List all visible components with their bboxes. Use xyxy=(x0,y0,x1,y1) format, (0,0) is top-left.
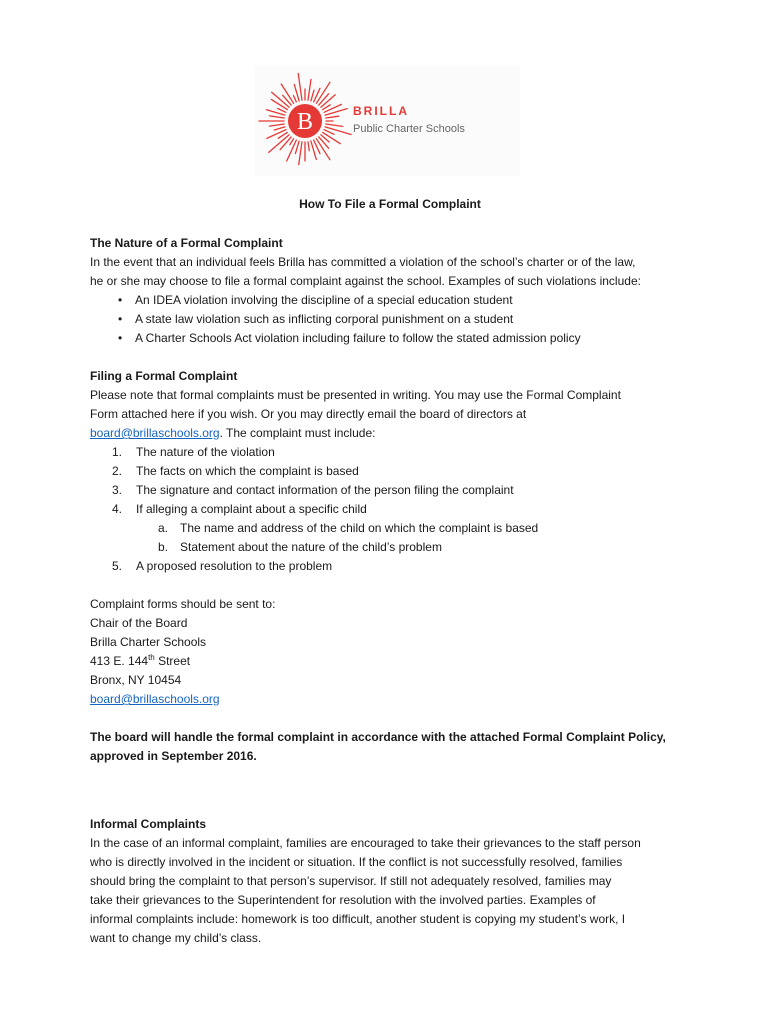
street-ordinal: th xyxy=(148,653,155,662)
sunburst-emblem-icon xyxy=(255,66,355,176)
page-title: How To File a Formal Complaint xyxy=(299,197,481,211)
sunburst-ray xyxy=(298,74,302,101)
sunburst-ray xyxy=(274,127,285,130)
bullet-icon: • xyxy=(118,293,123,307)
sunburst-ray xyxy=(278,109,286,113)
informal-line: want to change my child’s class. xyxy=(90,931,262,945)
spacer xyxy=(90,576,690,595)
document-body xyxy=(90,195,690,948)
list-item xyxy=(120,329,690,348)
list-letter: a. xyxy=(158,521,169,535)
list-item xyxy=(120,291,690,310)
list-number: 3. xyxy=(112,483,123,497)
sunburst-ray xyxy=(295,141,299,154)
street-number: 413 E. 144 xyxy=(90,654,149,668)
list-item-text: A state law violation such as inflicting corporal punishment on a student xyxy=(135,312,514,326)
sunburst-ray xyxy=(325,109,347,116)
informal-line: In the case of an informal complaint, families are encouraged to take their grievances to the staff person xyxy=(90,836,641,850)
list-item xyxy=(120,310,690,329)
address-city: Bronx, NY 10454 xyxy=(90,673,182,687)
logo-subtitle: Public Charter Schools xyxy=(353,123,465,135)
sunburst-ray xyxy=(311,90,314,101)
policy-line-1: The board will handle the formal complaint in accordance with the attached Formal Complaint Policy, xyxy=(90,730,666,744)
address-intro: Complaint forms should be sent to: xyxy=(90,597,276,611)
filing-line-1: Please note that formal complaints must be presented in writing. You may use the Formal Complaint xyxy=(90,388,621,402)
list-item-text: The signature and contact information of the person filing the complaint xyxy=(136,483,514,497)
logo-letter: B xyxy=(296,109,314,135)
sunburst-ray xyxy=(269,116,284,118)
address-street xyxy=(90,652,690,671)
sunburst-ray xyxy=(308,142,309,151)
filing-line-3-text: . The complaint must include: xyxy=(219,426,376,440)
address-chair: Chair of the Board xyxy=(90,616,188,630)
list-number: 2. xyxy=(112,464,123,478)
list-item-text: The nature of the violation xyxy=(136,445,275,459)
informal-line: should bring the complaint to that person’s supervisor. If still not adequately resolved, families may xyxy=(90,874,612,888)
sunburst-ray xyxy=(293,96,296,102)
bullet-icon: • xyxy=(118,331,123,345)
list-item xyxy=(112,443,690,462)
board-email-link[interactable]: board@brillaschools.org xyxy=(90,426,220,440)
street-name: Street xyxy=(154,654,191,668)
filing-heading: Filing a Formal Complaint xyxy=(90,369,238,383)
list-item xyxy=(158,538,690,557)
informal-section xyxy=(90,815,690,948)
sunburst-ray xyxy=(319,94,329,105)
list-item-text: Statement about the nature of the child’s problem xyxy=(180,540,442,554)
sunburst-ray xyxy=(319,137,329,148)
list-item xyxy=(158,519,690,538)
brilla-logo xyxy=(255,66,520,176)
violation-examples-list xyxy=(90,291,690,348)
nature-section xyxy=(90,234,690,348)
filing-line-2: Form attached here if you wish. Or you may directly email the board of directors at xyxy=(90,407,527,421)
address-organization: Brilla Charter Schools xyxy=(90,635,207,649)
informal-line: take their grievances to the Superintendent for resolution with the involved parties. Examples of xyxy=(90,893,596,907)
sunburst-ray xyxy=(326,116,339,118)
list-item-text: A proposed resolution to the problem xyxy=(136,559,333,573)
nature-heading: The Nature of a Formal Complaint xyxy=(90,236,283,250)
list-number: 4. xyxy=(112,502,123,516)
spacer xyxy=(90,709,690,728)
informal-heading: Informal Complaints xyxy=(90,817,207,831)
policy-section xyxy=(90,728,690,766)
sunburst-ray xyxy=(325,127,351,135)
list-item-text: The facts on which the complaint is based xyxy=(136,464,359,478)
sunburst-ray xyxy=(299,142,302,165)
child-complaint-sublist xyxy=(112,519,690,557)
list-item xyxy=(112,462,690,481)
list-item-text: An IDEA violation involving the discipline of a special education student xyxy=(135,293,513,307)
address-email-link[interactable]: board@brillaschools.org xyxy=(90,692,220,706)
spacer xyxy=(90,796,690,815)
list-number: 1. xyxy=(112,445,123,459)
list-item-text: The name and address of the child on which the complaint is based xyxy=(180,521,539,535)
sunburst-ray xyxy=(290,139,294,145)
policy-line-2: approved in September 2016. xyxy=(90,749,257,763)
bullet-icon: • xyxy=(118,312,123,326)
address-email-line xyxy=(90,690,690,709)
nature-intro-line-1: In the event that an individual feels Brilla has committed a violation of the school’s charter or of the law, xyxy=(90,255,636,269)
sunburst-ray xyxy=(308,79,311,100)
sunburst-ray xyxy=(271,99,287,109)
list-letter: b. xyxy=(158,540,169,554)
sunburst-ray xyxy=(267,130,286,139)
spacer xyxy=(90,766,690,796)
filing-section xyxy=(90,367,690,576)
complaint-requirements-list xyxy=(90,443,690,576)
sunburst-ray xyxy=(269,124,284,126)
list-number: 5. xyxy=(112,559,123,573)
list-item-text: A Charter Schools Act violation including failure to follow the stated admission policy xyxy=(135,331,581,345)
filing-line-3 xyxy=(90,424,690,443)
mailing-address-section xyxy=(90,595,690,709)
informal-line: informal complaints include: homework is too difficult, another student is copying my student’s work, I xyxy=(90,912,626,926)
list-item xyxy=(112,481,690,500)
spacer xyxy=(90,348,690,367)
list-item xyxy=(112,500,690,557)
sunburst-ray xyxy=(326,124,343,126)
sunburst-ray xyxy=(280,137,291,150)
logo-name: BRILLA xyxy=(353,104,409,118)
list-item xyxy=(112,557,690,576)
nature-intro-line-2: he or she may choose to file a formal complaint against the school. Examples of such violations include: xyxy=(90,274,641,288)
list-item-text: If alleging a complaint about a specific child xyxy=(136,502,367,516)
informal-line: who is directly involved in the incident or situation. If the conflict is not successfully resolved, families xyxy=(90,855,623,869)
